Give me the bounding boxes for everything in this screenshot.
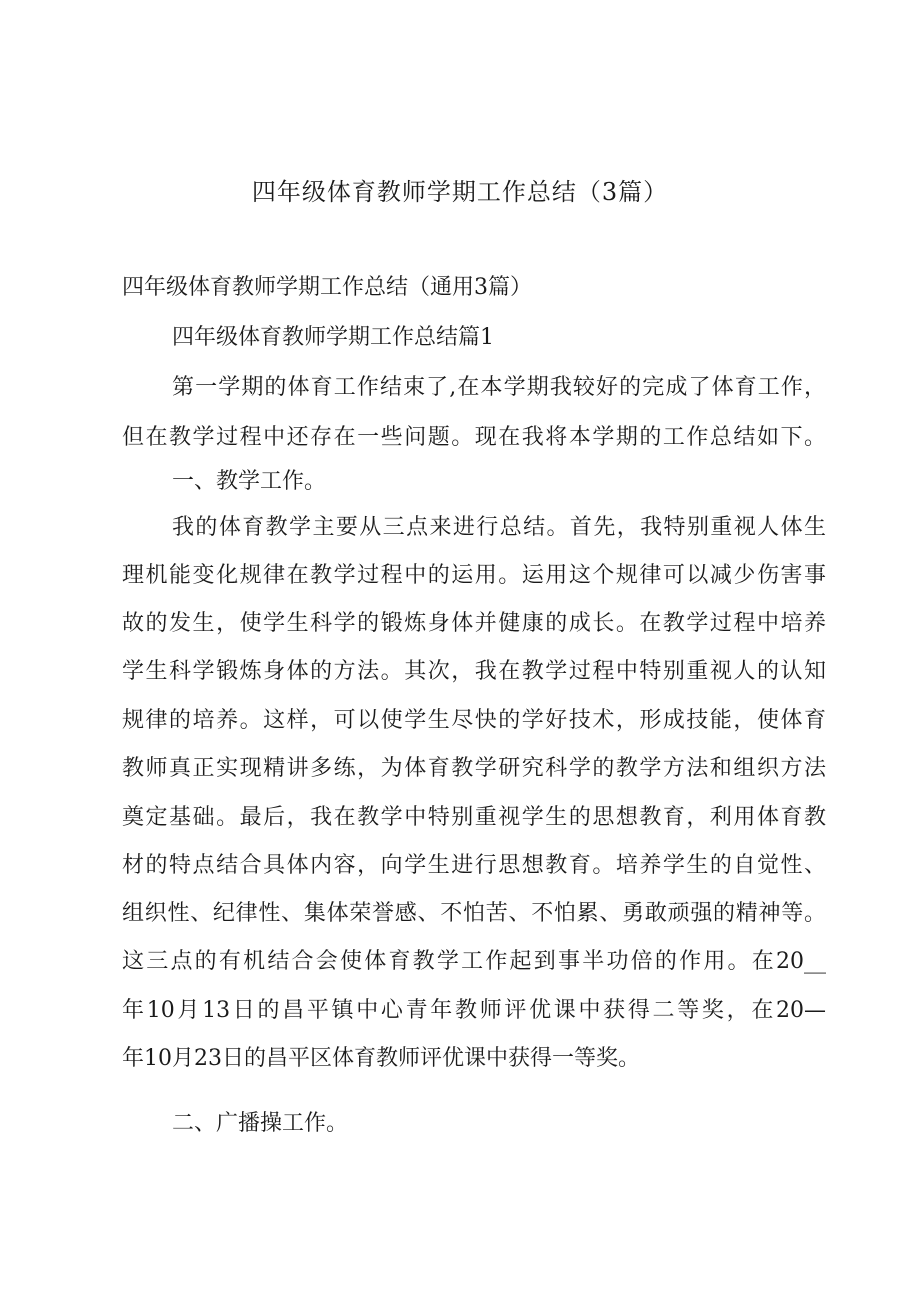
paragraph-line: 但在教学过程中还存在一些问题。现在我将本学期的工作总结如下。 — [122, 425, 826, 450]
paragraph-line: 奠定基础。最后，我在教学中特别重视学生的思想教育，利用体育教 — [122, 805, 826, 830]
paragraph-line: 规律的培养。这样，可以使学生尽快的学好技术，形成技能，使体育 — [122, 708, 826, 733]
section-heading: 四年级体育教师学期工作总结篇1 — [172, 325, 494, 350]
heading-broadcast-exercise: 二、广播操工作。 — [172, 1111, 349, 1136]
paragraph-line: 年10月13日的昌平镇中心青年教师评优课中获得二等奖，在20— — [122, 998, 826, 1023]
paragraph-line: 理机能变化规律在教学过程中的运用。运用这个规律可以减少伤害事 — [122, 563, 826, 588]
paragraph-line: 学生科学锻炼身体的方法。其次，我在教学过程中特别重视人的认知 — [122, 659, 826, 684]
paragraph-line: 组织性、纪律性、集体荣誉感、不怕苦、不怕累、勇敢顽强的精神等。 — [122, 901, 826, 926]
paragraph-line: 我的体育教学主要从三点来进行总结。首先，我特别重视人体生 — [172, 515, 826, 540]
paragraph-line: 教师真正实现精讲多练，为体育教学研究科学的教学方法和组织方法 — [122, 756, 826, 781]
heading-teaching-work: 一、教学工作。 — [172, 469, 327, 494]
paragraph-line: 第一学期的体育工作结束了,在本学期我较好的完成了体育工作， — [172, 375, 826, 400]
paragraph-line: 材的特点结合具体内容，向学生进行思想教育。培养学生的自觉性、 — [122, 853, 826, 878]
paragraph-line: 这三点的有机结合会使体育教学工作起到事半功倍的作用。在20__ — [122, 949, 826, 974]
paragraph-line: 故的发生，使学生科学的锻炼身体并健康的成长。在教学过程中培养 — [122, 611, 826, 636]
document-subtitle: 四年级体育教师学期工作总结（通用3篇） — [122, 275, 532, 300]
document-title: 四年级体育教师学期工作总结（3篇） — [251, 178, 669, 206]
paragraph-line: 年10月23日的昌平区体育教师评优课中获得一等奖。 — [122, 1046, 640, 1071]
